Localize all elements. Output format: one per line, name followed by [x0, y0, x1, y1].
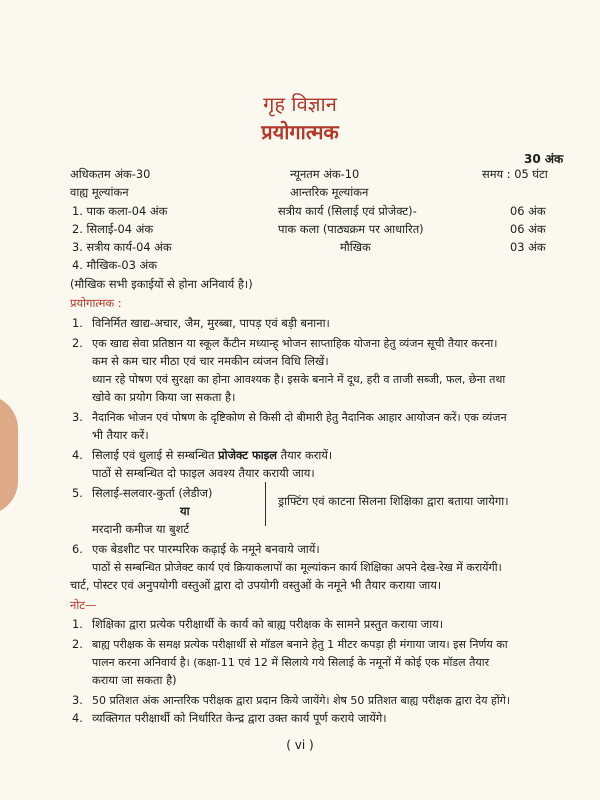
item-number: 4.: [72, 711, 83, 725]
external-item: 1. पाक कला-04 अंक: [72, 204, 168, 218]
item-number: 3.: [72, 693, 83, 707]
internal-eval-heading: आन्तरिक मूल्यांकन: [290, 185, 369, 199]
page-subtitle: प्रयोगात्मक: [261, 120, 339, 144]
practical-item-4-line: पाठों से सम्बन्धित दो फाइल अवश्य तैयार करायी जाय।: [92, 466, 315, 480]
practical-item-6: एक बेडशीट पर पारम्परिक कढ़ाई के नमूने बनवाये जायें।: [92, 542, 320, 556]
item-number: 1.: [72, 617, 83, 631]
max-marks: अधिकतम अंक-30: [70, 167, 151, 181]
external-eval-heading: वाह्य मूल्यांकन: [70, 185, 129, 199]
internal-item-label: सत्रीय कार्य (सिलाई एवं प्रोजेक्ट)-: [278, 204, 417, 218]
note-4: व्यक्तिगत परीक्षार्थी को निर्धारित केन्द्र द्वारा उक्त कार्य पूर्ण कराये जायेंगे।: [92, 711, 387, 725]
min-marks: न्यूनतम अंक-10: [290, 167, 360, 181]
practical-item-4-line: [92, 448, 332, 463]
page-title: गृह विज्ञान: [263, 92, 337, 116]
note-3: 50 प्रतिशत अंक आन्तरिक परीक्षक द्वारा प्रदान किये जायेंगे। शेष 50 प्रतिशत बाह्य परीक्षक द्वारा देय होंगे।: [92, 694, 511, 707]
practical-paragraph: पाठों से सम्बन्धित प्रोजेक्ट कार्य एवं क्रियाकलापों का मूल्यांकन कार्य शिक्षिका अपने देख-रेख में करायेंगी।: [92, 561, 502, 574]
item-number: 1.: [72, 316, 83, 330]
item-number: 4.: [72, 448, 83, 462]
note-2-line: कराया जा सकता है): [92, 673, 177, 687]
note-1: शिक्षिका द्वारा प्रत्येक परीक्षार्थी के कार्य को बाह्य परीक्षक के सामने प्रस्तुत कराया जाय।: [92, 617, 444, 631]
practical-item-1: विनिर्मित खाद्य-अचार, जैम, मुरब्बा, पापड़ एवं बड़ी बनाना।: [92, 316, 330, 330]
scanner-thumb-shadow: [0, 395, 18, 515]
external-item: 2. सिलाई-04 अंक: [72, 222, 154, 236]
practical-item-2-line: कम से कम चार मीठा एवं चार नमकीन व्यंजन विधि लिखें।: [92, 354, 329, 368]
practical-item-3-line: भी तैयार करें।: [92, 428, 149, 442]
item-number: 2.: [72, 637, 83, 651]
external-item: 4. मौखिक-03 अंक: [72, 258, 157, 272]
item-number: 5.: [72, 486, 83, 500]
item-4-text: सिलाई एवं धुलाई से सम्बन्धित: [92, 448, 219, 462]
page-number: ( vi ): [286, 738, 314, 752]
internal-item-label: पाक कला (पाठ्यक्रम पर आधारित): [278, 222, 424, 236]
practical-item-2-line: एक खाद्य सेवा प्रतिष्ठान या स्कूल कैंटीन मध्यान्ह् भोजन साप्ताहिक योजना हेतु व्यंजन सूची तैयार करना।: [92, 337, 498, 350]
practical-paragraph: चार्ट, पोस्टर एवं अनुपयोगी वस्तुओं द्वारा दो उपयोगी वस्तुओं के नमूने भी तैयार कराया जाय।: [70, 578, 442, 592]
item-number: 2.: [72, 336, 83, 350]
divider-line: [265, 482, 266, 526]
practical-item-3-line: नैदानिक भोजन एवं पोषण के दृष्टिकोण से किसी दो बीमारी हेतु नैदानिक आहार आयोजन करें। एक व्यंजन: [92, 411, 507, 424]
or-text: या: [180, 504, 190, 518]
note-2-line: बाह्य परीक्षक के समक्ष प्रत्येक परीक्षार्थी से मॉडल बनाने हेतु 1 मीटर कपड़ा ही मंगाया जाय। इस निर्णय का: [92, 638, 508, 651]
item-number: 6.: [72, 542, 83, 556]
total-marks: 30 अंक: [524, 152, 564, 166]
exam-time: समय : 05 घंटा: [482, 167, 548, 181]
internal-item-label: मौखिक: [340, 240, 371, 254]
practical-item-2-line: खोवे का प्रयोग किया जा सकता है।: [92, 390, 236, 404]
practical-item-5-option: मरदानी कमीज या बुशर्ट: [92, 522, 190, 536]
notes-heading: नोट—: [70, 598, 97, 612]
project-file-text: प्रोजेक्ट फाइल: [218, 448, 277, 462]
external-item: 3. सत्रीय कार्य-04 अंक: [72, 240, 172, 254]
item-number: 3.: [72, 410, 83, 424]
practical-heading: प्रयोगात्मक :: [70, 296, 122, 310]
internal-item-marks: 06 अंक: [510, 222, 546, 236]
note-2-line: पालन करना अनिवार्य है। (कक्षा-11 एवं 12 में सिलाये गये सिलाई के नमूनों में कोई एक मॉडल तैयार: [92, 656, 490, 669]
practical-item-5-option: सिलाई-सलवार-कुर्ता (लेडीज): [92, 486, 213, 500]
internal-item-marks: 06 अंक: [510, 204, 546, 218]
drafting-note: ड्राफ्टिंग एवं काटना सिलना शिक्षिका द्वारा बताया जायेगा।: [278, 494, 509, 508]
oral-note: (मौखिक सभी इकाईयों से होना अनिवार्य है।): [70, 277, 253, 291]
internal-item-marks: 03 अंक: [510, 240, 546, 254]
item-4-text: तैयार करायें।: [277, 448, 333, 462]
practical-item-2-line: ध्यान रहे पोषण एवं सुरक्षा का होना आवश्यक है। इसके बनाने में दूध, हरी व ताजी सब्जी, फल, छेना तथा: [92, 373, 506, 386]
